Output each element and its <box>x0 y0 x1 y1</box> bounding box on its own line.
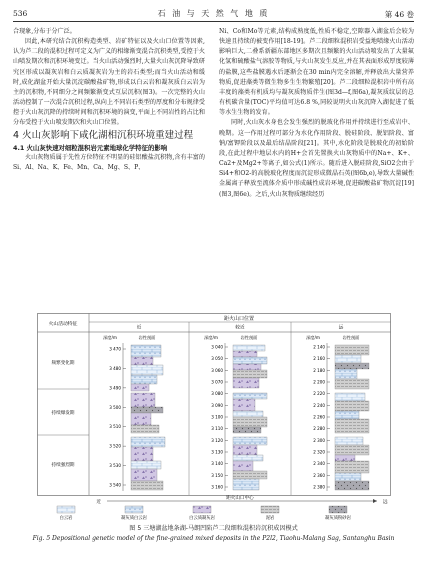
legend-swatch-dolomitic-tuff <box>193 506 211 513</box>
depth-label: 3 140 <box>211 461 223 467</box>
depth-label: 3 520 <box>109 443 121 449</box>
depth-label: 2 300 <box>313 437 325 443</box>
header-rule <box>13 21 414 22</box>
depth-label: 3 500 <box>109 404 121 410</box>
activity-column-header: 火山活动特征 <box>48 322 78 327</box>
bottom-label-near: 近 <box>96 500 101 505</box>
depth-label: 3 100 <box>211 414 223 420</box>
lithology-header: 岩性剖面 <box>138 335 156 340</box>
legend-label: 凝灰质粉砂岩 <box>325 516 351 521</box>
paragraph: 合现象,分布于分广泛。 <box>13 28 76 35</box>
depth-label: 3 530 <box>109 463 121 469</box>
depth-label: 2 220 <box>313 391 325 397</box>
depth-label: 2 320 <box>313 449 325 455</box>
header-near: 近 <box>136 325 142 331</box>
lithology-header: 岩性剖面 <box>342 335 360 340</box>
depth-label: 3 470 <box>109 346 121 352</box>
subsection-title: 4.1 火山灰快速对细粒混积岩元素地球化学特征的影响 <box>13 143 168 152</box>
depth-label: 3 150 <box>211 472 223 478</box>
figure-5 <box>37 313 391 521</box>
depth-label: 2 240 <box>313 402 325 408</box>
legend-swatch-tuffaceous-siltstone <box>329 506 347 513</box>
paragraph: 同时,火山灰水身也会发生强烈的脱玻化作用并持续进行至成岩中、晚期。这一作用过程可部分为水化作用阶段、脱硅阶段、脱铝阶段、富钠/富钾阶段以及最后结晶阶段[21]。其中,水化阶段是脱玻化的初始阶段,在此过程中地层水内的H+会首先置换火山灰物质中的Na+、K+、Ca2+及Mg2+等离子,如公式(1)所示。随后进入脱硅阶段,SiO2会由于Si4+和O2-的高脱玻化程度而沉淀形成微晶石英(图6b,e),导致大量碱性金属离子释放至流体介质中形成碱性成岩环境,促进碳酸盐矿物沉淀[19](图3,图6e)。之后,火山灰物质继续经历 <box>219 119 414 198</box>
depth-label: 2 380 <box>313 484 325 490</box>
journal-title: 石 油 与 天 然 气 地 质 <box>157 9 270 18</box>
figure-caption-cn: 图 5 三塘湖盆地条湖-马朗凹陷芦二段细粒混积岩沉积成因模式 <box>129 525 298 532</box>
depth-label: 3 480 <box>109 365 121 371</box>
depth-label: 3 120 <box>211 437 223 443</box>
depth-label: 3 540 <box>109 482 121 488</box>
depth-label: 2 260 <box>313 414 325 420</box>
depth-label: 2 340 <box>313 461 325 467</box>
depth-labels-near <box>109 347 126 488</box>
depth-label: 3 510 <box>109 424 121 430</box>
activity-label-strong: 持续强烈期 <box>51 463 75 468</box>
page-header <box>13 0 414 21</box>
depth-label: 2 280 <box>313 426 325 432</box>
depth-label: 3 090 <box>211 402 223 408</box>
lithology-column-far <box>327 343 369 491</box>
depth-label: 2 140 <box>313 344 325 350</box>
depth-label: 3 160 <box>211 484 223 490</box>
legend-label: 白云岩 <box>59 516 73 521</box>
header-mid: 较近 <box>235 325 245 331</box>
depth-label: 2 360 <box>313 472 325 478</box>
depth-header: 深度/m <box>306 335 320 340</box>
depth-labels-mid <box>211 345 228 490</box>
depth-label: 2 200 <box>313 379 325 385</box>
figure-caption-en: Fig. 5 Depositional genetic model of the fine-grained mixed deposits in the P2l2, Tiaohu-Malang Sag, Santanghu Basin <box>32 535 395 542</box>
depth-label: 3 080 <box>211 391 223 397</box>
right-column <box>219 27 414 200</box>
left-column <box>13 27 205 173</box>
legend-label: 白云质凝灰岩 <box>189 516 215 521</box>
figure-title: 距火山口位置 <box>223 316 255 322</box>
activity-label-continuous: 持续爆发期 <box>51 411 75 416</box>
depth-label: 2 180 <box>313 367 325 373</box>
depth-label: 3 050 <box>211 356 223 362</box>
depth-header: 深度/m <box>103 335 117 340</box>
lithology-column-near <box>123 343 165 491</box>
legend-label: 泥岩 <box>265 516 275 521</box>
paragraph: 因此,本研究结合沉积构造类型、岩矿特征以及火山口位置等因素,认为芦二段的混积过程可定义为广义的相缘渐变混合沉积类型,受控于火山喷发期次和沉积环境变迁。当火山活动强烈时,大量火山灰沉降导致研究区形成以凝灰岩和白云质凝灰岩为主的岩石类型;而当火山活动和缓时,成化湖盆开始大量沉淀碳酸盐矿物,形成以白云岩和凝灰质白云岩为主的沉积物,不同细分之间频繁渐变式互层沉积(图3)。一次完整的火山活动控制了一次混合沉积过程,纵向上不同岩石类型的厚度和分布规律受控于火山灰沉降的持续时间和沉积环境的演变,平面上不同岩性的占比和分布受控于火山喷发期次和火山口位置。 <box>13 38 205 127</box>
legend-label: 凝灰质白云岩 <box>121 516 147 521</box>
header-far: 远 <box>338 325 344 331</box>
depth-label: 3 110 <box>211 426 223 432</box>
lithology-column-mid <box>225 343 267 491</box>
depositional-model-diagram <box>37 313 391 521</box>
page-number: 536 <box>13 9 28 18</box>
depth-label: 3 490 <box>109 385 121 391</box>
depth-label: 3 130 <box>211 449 223 455</box>
depth-label: 2 160 <box>313 356 325 362</box>
activity-label-frequent: 频繁变化期 <box>51 361 75 366</box>
depth-label: 3 060 <box>211 367 223 373</box>
section-title: 4 火山灰影响下咸化湖相沉积环境重建过程 <box>13 129 194 141</box>
depth-labels-far <box>313 345 330 490</box>
volume-number: 第 46 卷 <box>384 10 414 19</box>
legend-swatch-dolomite <box>57 506 75 513</box>
depth-label: 3 040 <box>211 344 223 350</box>
depth-label: 3 070 <box>211 379 223 385</box>
paragraph: 火山灰物质属于先性方位特征不明显的硅铝酸盐沉积物,含有丰富的Si、Al、Na、K、Fe、Mn、Ca、Mg、S、P、 <box>13 153 205 171</box>
lithology-header: 岩性剖面 <box>240 335 258 340</box>
depth-header: 深度/m <box>204 335 218 340</box>
paragraph: Ni、Co和Mo等元素,结构成熟度低,性质不稳定,空隙器入湖盆后会较为快速且持续的被变作用[18-19]。芦二段细粒混积岩受益地喷缘火山活动影响巨大,二叠系新疆东部地区多期次且频繁的火山活动喷发出了大量氟化氢和硫酸盐气溶胶等物质,与火山灰发生反应,并在其表面形成厚度较薄的盐膜,这些盐膜遇水后逐渐会在30 min内完全溶解,并释放出大量营养物质,促进藻类等微生物多生生物繁殖[20]。芦二段细粒混积岩中所有高丰度的藻类有机质均与凝灰质物质伴生(图3d—f,图6a),凝灰质纹层的总有机碳含量(TOC)平均值可达6.8 %,同较说明火山灰沉降入湖促进了低等水生生物的发育。 <box>219 28 414 117</box>
legend-swatch-mudstone <box>261 506 279 513</box>
legend-swatch-tuffaceous-dolomite <box>125 506 143 513</box>
legend <box>57 506 352 521</box>
bottom-label-center: 距火山口中心 <box>226 496 254 501</box>
bottom-label-far: 远 <box>383 500 388 505</box>
